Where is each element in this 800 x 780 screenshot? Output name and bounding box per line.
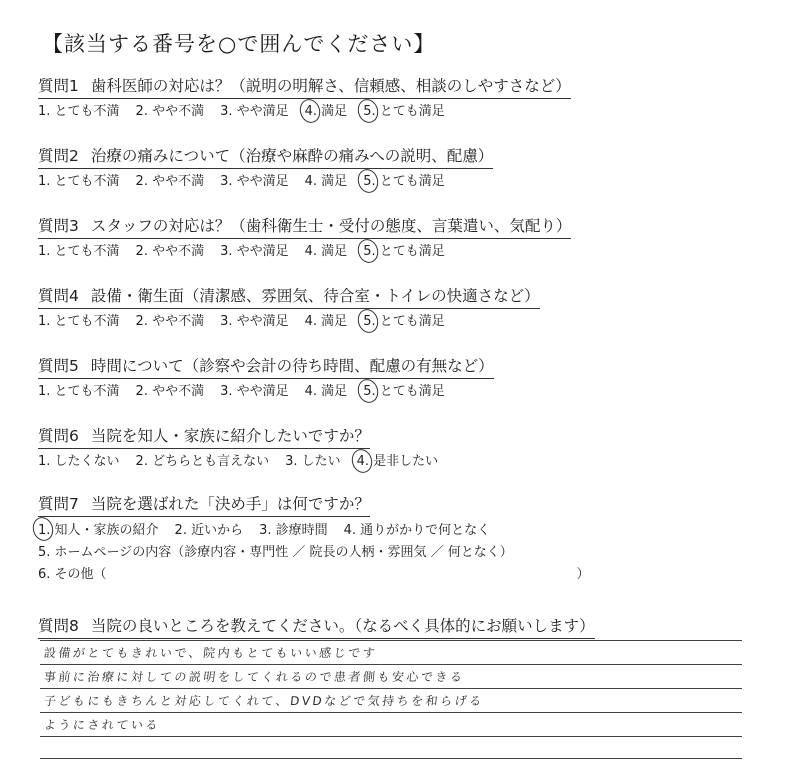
answer-option[interactable]: 1. とても不満 <box>38 384 120 399</box>
answer-option[interactable]: 2. やや不満 <box>135 174 205 189</box>
answer-option[interactable]: 1. とても不満 <box>38 244 120 259</box>
answer-option[interactable]: 2. やや不満 <box>135 314 205 329</box>
answer-options <box>38 242 678 262</box>
handdrawn-circle-mark <box>30 514 56 543</box>
question-2 <box>38 146 678 192</box>
question-1 <box>38 76 678 122</box>
question-text: 治療の痛みについて（治療や麻酔の痛みへの説明、配慮） <box>90 147 494 165</box>
question-number: 質問1 <box>38 77 79 95</box>
answer-option[interactable]: 5. とても満足 <box>363 102 445 122</box>
answer-options <box>38 172 678 192</box>
question-title <box>38 76 571 99</box>
answer-rule <box>40 736 742 737</box>
answer-option[interactable]: 4. 是非したい <box>357 452 439 472</box>
question-7 <box>38 494 678 586</box>
answer-options <box>38 382 678 402</box>
answer-option[interactable]: 3. やや満足 <box>220 384 289 399</box>
answer-rule <box>40 688 742 689</box>
answer-options <box>38 102 678 122</box>
answer-option[interactable]: 4. 満足 <box>305 102 348 122</box>
answer-option[interactable]: 4. 通りがかりで何となく <box>343 523 491 538</box>
answer-options <box>38 452 678 472</box>
question-number: 質問4 <box>38 287 79 305</box>
question-title <box>38 286 540 309</box>
answer-option[interactable]: 1. 知人・家族の紹介 <box>38 520 159 542</box>
answer-option[interactable]: 3. 診療時間 <box>259 523 328 538</box>
question-text: 設備・衛生面（清潔感、雰囲気、待合室・トイレの快適さなど） <box>90 287 540 305</box>
question-title <box>38 616 595 639</box>
question-number: 質問8 <box>38 617 79 635</box>
answer-options <box>38 312 678 332</box>
answer-option[interactable]: 1. とても不満 <box>38 314 120 329</box>
handwritten-answer-line: 事前に治療に対しての説明をしてくれるので患者側も安心できる <box>43 670 466 684</box>
answer-rule <box>40 640 742 641</box>
answer-option[interactable]: 3. やや満足 <box>220 174 289 189</box>
answer-option[interactable]: 3. やや満足 <box>220 314 289 329</box>
answer-option[interactable]: 5. とても満足 <box>363 172 445 192</box>
answer-option[interactable]: 2. 近いから <box>174 523 244 538</box>
answer-option[interactable]: 1. とても不満 <box>38 104 120 119</box>
answer-option[interactable]: 5. とても満足 <box>363 382 445 402</box>
handdrawn-circle-mark <box>355 96 381 125</box>
answer-option[interactable]: 3. したい <box>285 454 341 469</box>
question-number: 質問7 <box>38 495 79 513</box>
other-label[interactable]: 6. その他（ <box>38 567 107 582</box>
answer-option[interactable]: 5. とても満足 <box>363 312 445 332</box>
handdrawn-circle-mark <box>355 306 381 335</box>
question-title <box>38 356 494 379</box>
question-text: スタッフの対応は？（歯科衛生士・受付の態度、言葉遣い、気配り） <box>90 217 572 235</box>
answer-option[interactable]: 2. やや不満 <box>135 384 205 399</box>
question-title <box>38 494 370 517</box>
answer-rule <box>40 712 742 713</box>
answer-option[interactable]: 2. やや不満 <box>135 104 205 119</box>
handdrawn-circle-mark <box>348 446 374 475</box>
question-text: 当院を選ばれた「決め手」は何ですか？ <box>90 495 370 513</box>
question-5 <box>38 356 678 402</box>
question-number: 質問6 <box>38 427 79 445</box>
answer-rule <box>40 664 742 665</box>
page-heading: 【該当する番号を○で囲んでください】 <box>42 32 436 56</box>
handdrawn-circle-mark <box>355 236 381 265</box>
handwritten-answer-line: 設備がとてもきれいで、院内もとてもいい感じです <box>43 646 378 660</box>
choice-line-2[interactable]: 5. ホームページの内容（診療内容・専門性 ／ 院長の人柄・雰囲気 ／ 何となく） <box>38 545 513 560</box>
handwritten-answer-line: ようにされている <box>43 718 161 732</box>
answer-option[interactable]: 3. やや満足 <box>220 104 289 119</box>
handwritten-answer-line: 子どもにもきちんと対応してくれて、DVDなどで気持ちを和らげる <box>43 694 485 708</box>
question-4 <box>38 286 678 332</box>
answer-option[interactable]: 1. したくない <box>38 454 120 469</box>
answer-option[interactable]: 2. どちらとも言えない <box>135 454 270 469</box>
question-3 <box>38 216 678 262</box>
answer-option[interactable]: 5. とても満足 <box>363 242 445 262</box>
question-number: 質問5 <box>38 357 79 375</box>
choice-line-3 <box>38 564 678 586</box>
answer-rule <box>40 758 742 759</box>
question-title <box>38 146 493 169</box>
question-text: 当院を知人・家族に紹介したいですか？ <box>90 427 370 445</box>
question-title <box>38 426 370 449</box>
question-number: 質問2 <box>38 147 79 165</box>
question-6 <box>38 426 678 472</box>
answer-option[interactable]: 2. やや不満 <box>135 244 205 259</box>
question-title <box>38 216 571 239</box>
choice-line-1 <box>38 520 678 542</box>
question-number: 質問3 <box>38 217 79 235</box>
handdrawn-circle-mark <box>296 96 322 125</box>
handdrawn-circle-mark <box>355 166 381 195</box>
question-8 <box>38 616 678 639</box>
answer-option[interactable]: 4. 満足 <box>304 174 348 189</box>
answer-option[interactable]: 3. やや満足 <box>220 244 289 259</box>
answer-option[interactable]: 4. 満足 <box>304 244 348 259</box>
answer-option[interactable]: 4. 満足 <box>304 384 348 399</box>
other-close: ） <box>576 567 590 582</box>
handdrawn-circle-mark <box>355 376 381 405</box>
answer-option[interactable]: 1. とても不満 <box>38 174 120 189</box>
question-text: 歯科医師の対応は？（説明の明解さ、信頼感、相談のしやすさなど） <box>90 77 571 95</box>
question-text: 当院の良いところを教えてください。（なるべく具体的にお願いします） <box>90 617 595 635</box>
question-text: 時間について（診察や会計の待ち時間、配慮の有無など） <box>90 357 494 375</box>
answer-option[interactable]: 4. 満足 <box>304 314 348 329</box>
